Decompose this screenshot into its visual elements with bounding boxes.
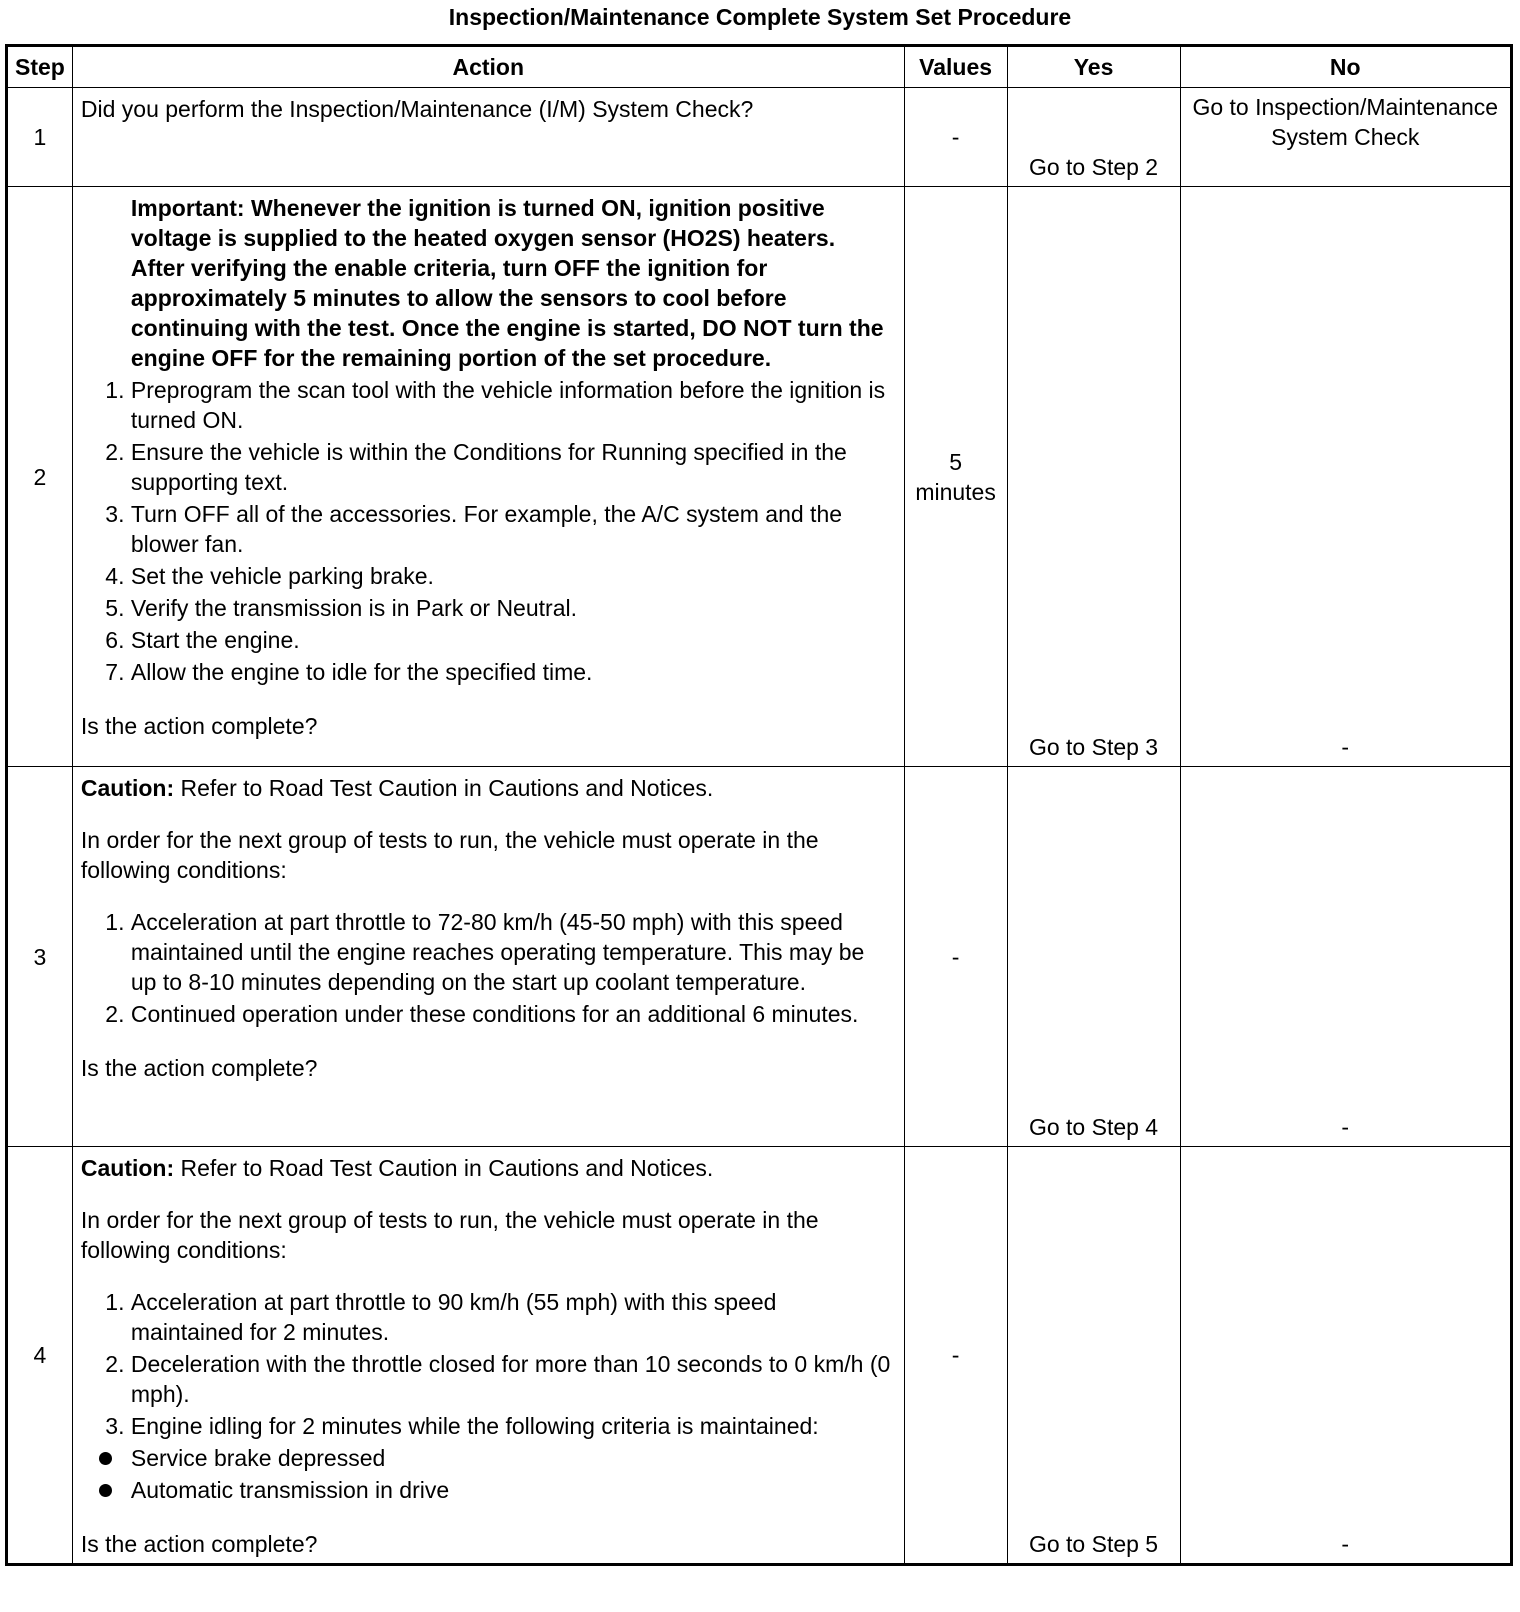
header-action: Action: [72, 46, 904, 88]
no-cell: -: [1180, 1147, 1512, 1565]
list-item: 6. Start the engine.: [131, 625, 894, 655]
list-item: 1. Acceleration at part throttle to 72-80 km/h (45-50 mph) with this speed maintained until the engine reaches operating temperature. This may be up to 8-10 minutes depending on the start up coolant temperature.: [131, 907, 894, 997]
yes-cell: Go to Step 5: [1007, 1147, 1180, 1565]
important-note: Important: Whenever the ignition is turned ON, ignition positive voltage is supplied to the heated oxygen sensor (HO2S) heaters. After verifying the enable criteria, turn OFF the ignition for approximately 5 minutes to allow the sensors to cool before continuing with the test. Once the engine is started, DO NOT turn the engine OFF for the remaining portion of the set procedure.: [130, 195, 884, 371]
step-number: 3: [7, 767, 73, 1147]
no-cell: -: [1180, 187, 1512, 767]
action-steps: [81, 375, 894, 687]
list-item: 4. Set the vehicle parking brake.: [131, 561, 894, 591]
action-question: Is the action complete?: [80, 1531, 318, 1557]
value-cell: 5 minutes: [904, 187, 1007, 767]
bullet-item: [81, 1475, 894, 1505]
bullet-icon: [99, 1452, 112, 1465]
action-question: Did you perform the Inspection/Maintenance (I/M) System Check?: [80, 96, 754, 122]
procedure-table: [5, 44, 1513, 1566]
yes-cell: Go to Step 2: [1007, 88, 1180, 187]
value-cell: -: [904, 767, 1007, 1147]
no-cell: -: [1180, 767, 1512, 1147]
caution-text: Refer to Road Test Caution in Cautions and Notices.: [180, 775, 714, 801]
list-item: 2. Ensure the vehicle is within the Conditions for Running specified in the supporting text.: [131, 437, 894, 497]
header-no: No: [1180, 46, 1512, 88]
action-question: Is the action complete?: [80, 1055, 318, 1081]
header-values: Values: [904, 46, 1007, 88]
caution-note: [81, 1153, 894, 1183]
caution-label: Caution:: [80, 775, 175, 801]
list-item: 2. Deceleration with the throttle closed for more than 10 seconds to 0 km/h (0 mph).: [131, 1349, 894, 1409]
bullet-text: Service brake depressed: [130, 1445, 386, 1471]
yes-cell: Go to Step 3: [1007, 187, 1180, 767]
caution-text: Refer to Road Test Caution in Cautions and Notices.: [180, 1155, 714, 1181]
caution-label: Caution:: [80, 1155, 175, 1181]
bullet-text: Automatic transmission in drive: [130, 1477, 450, 1503]
list-item: 3. Engine idling for 2 minutes while the following criteria is maintained:: [131, 1411, 894, 1441]
value-cell: -: [904, 1147, 1007, 1565]
conditions-intro: In order for the next group of tests to run, the vehicle must operate in the following conditions:: [80, 1207, 819, 1263]
caution-note: [81, 773, 894, 803]
table-row-step-1: [7, 88, 1512, 187]
bullet-item: [81, 1443, 894, 1473]
action-question: Is the action complete?: [80, 713, 318, 739]
list-item: 1. Preprogram the scan tool with the vehicle information before the ignition is turned ON.: [131, 375, 894, 435]
action-steps: [81, 907, 894, 1029]
action-steps: [81, 1287, 894, 1441]
step-number: 4: [7, 1147, 73, 1565]
list-item: 2. Continued operation under these conditions for an additional 6 minutes.: [131, 999, 894, 1029]
action-cell: [72, 767, 904, 1147]
value-cell: -: [904, 88, 1007, 187]
yes-cell: Go to Step 4: [1007, 767, 1180, 1147]
criteria-bullets: [81, 1443, 894, 1505]
table-row-step-3: [7, 767, 1512, 1147]
header-step: Step: [7, 46, 73, 88]
table-header-row: [7, 46, 1512, 88]
header-yes: Yes: [1007, 46, 1180, 88]
step-number: 1: [7, 88, 73, 187]
list-item: 1. Acceleration at part throttle to 90 km/h (55 mph) with this speed maintained for 2 minutes.: [131, 1287, 894, 1347]
table-row-step-4: [7, 1147, 1512, 1565]
conditions-intro: In order for the next group of tests to run, the vehicle must operate in the following conditions:: [80, 827, 819, 883]
document-title: Inspection/Maintenance Complete System Set Procedure: [448, 4, 1072, 30]
step-number: 2: [7, 187, 73, 767]
action-cell: [72, 88, 904, 187]
list-item: 5. Verify the transmission is in Park or Neutral.: [131, 593, 894, 623]
list-item: 7. Allow the engine to idle for the specified time.: [131, 657, 894, 687]
table-row-step-2: [7, 187, 1512, 767]
list-item: 3. Turn OFF all of the accessories. For example, the A/C system and the blower fan.: [131, 499, 894, 559]
no-cell: Go to Inspection/Maintenance System Check: [1180, 88, 1512, 187]
action-cell: [72, 187, 904, 767]
bullet-icon: [99, 1484, 112, 1497]
action-cell: [72, 1147, 904, 1565]
